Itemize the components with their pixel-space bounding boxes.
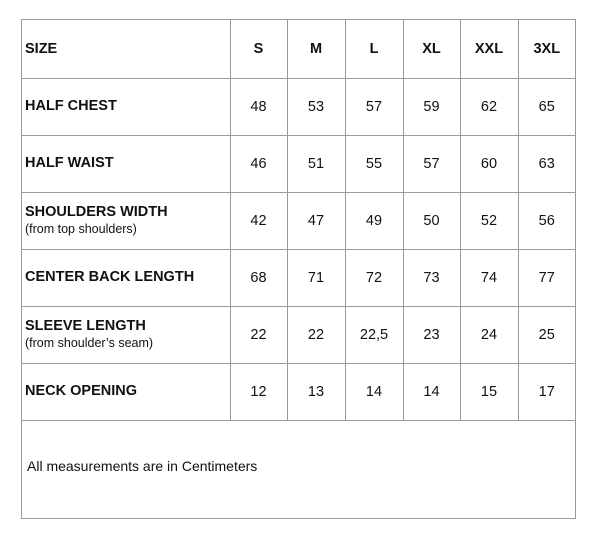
table-cell: 22 (287, 306, 345, 363)
header-row (22, 20, 575, 78)
table-cell: 24 (460, 306, 518, 363)
size-xl-header: XL (403, 20, 460, 78)
size-l-header: L (345, 20, 403, 78)
table-cell: 52 (460, 192, 518, 249)
table-cell: 46 (230, 135, 287, 192)
table-cell: 59 (403, 78, 460, 135)
table-cell: 56 (518, 192, 575, 249)
table-cell: 49 (345, 192, 403, 249)
table-cell: 22,5 (345, 306, 403, 363)
table-cell: 63 (518, 135, 575, 192)
table-cell: 25 (518, 306, 575, 363)
row-label (22, 249, 230, 306)
measurement-name: HALF WAIST (25, 155, 114, 171)
size-chart (21, 19, 576, 519)
table-cell: 71 (287, 249, 345, 306)
table-cell: 13 (287, 363, 345, 420)
table-cell: 15 (460, 363, 518, 420)
row-label (22, 363, 230, 420)
table-cell: 50 (403, 192, 460, 249)
table-cell: 57 (345, 78, 403, 135)
measurement-note: (from top shoulders) (25, 222, 137, 236)
table-cell: 72 (345, 249, 403, 306)
table-cell: 14 (403, 363, 460, 420)
table-cell: 42 (230, 192, 287, 249)
table-cell: 74 (460, 249, 518, 306)
table-cell: 51 (287, 135, 345, 192)
table-row (22, 306, 575, 363)
measurement-name: HALF CHEST (25, 98, 117, 114)
row-label (22, 192, 230, 249)
measurement-note: (from shoulder’s seam) (25, 336, 154, 350)
row-label (22, 306, 230, 363)
table-cell: 47 (287, 192, 345, 249)
table-cell: 22 (230, 306, 287, 363)
table-cell: 77 (518, 249, 575, 306)
measurement-name: CENTER BACK LENGTH (25, 269, 195, 285)
table-cell: 12 (230, 363, 287, 420)
table-cell: 48 (230, 78, 287, 135)
measurement-name: NECK OPENING (25, 383, 137, 399)
size-header: SIZE (22, 20, 230, 78)
table-cell: 17 (518, 363, 575, 420)
table-row (22, 135, 575, 192)
table-row (22, 249, 575, 306)
measurement-unit-note: All measurements are in Centimeters (27, 458, 258, 474)
size-s-header: S (230, 20, 287, 78)
table-cell: 68 (230, 249, 287, 306)
size-xxl-header: XXL (460, 20, 518, 78)
measurement-name: SLEEVE LENGTH (25, 318, 146, 334)
size-table (22, 20, 575, 421)
table-cell: 23 (403, 306, 460, 363)
table-row (22, 363, 575, 420)
table-cell: 14 (345, 363, 403, 420)
table-cell: 73 (403, 249, 460, 306)
row-label (22, 135, 230, 192)
table-cell: 62 (460, 78, 518, 135)
measurement-name: SHOULDERS WIDTH (25, 204, 168, 220)
table-cell: 57 (403, 135, 460, 192)
table-cell: 53 (287, 78, 345, 135)
table-cell: 60 (460, 135, 518, 192)
row-label (22, 78, 230, 135)
table-cell: 65 (518, 78, 575, 135)
size-m-header: M (287, 20, 345, 78)
table-cell: 55 (345, 135, 403, 192)
table-row (22, 192, 575, 249)
table-row (22, 78, 575, 135)
size-3xl-header: 3XL (518, 20, 575, 78)
